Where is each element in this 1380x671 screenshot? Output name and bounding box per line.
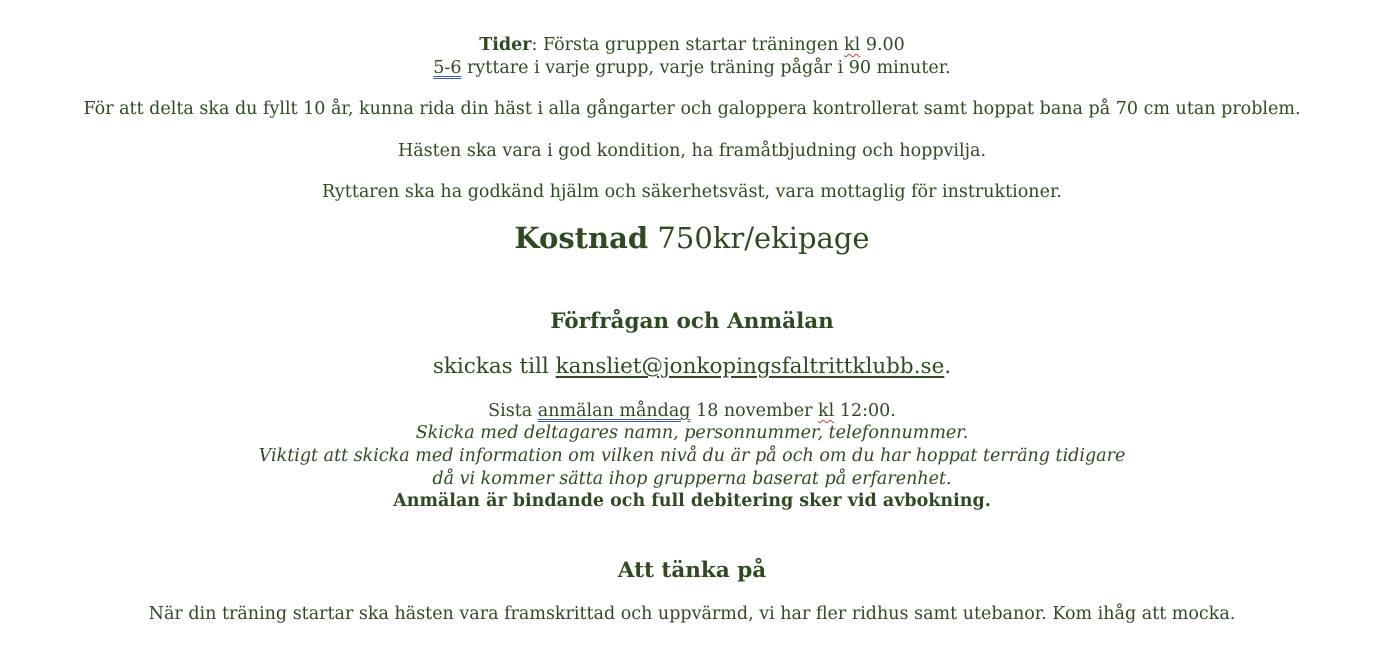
tanka-text: När din träning startar ska hästen vara framskrittad och uppvärmd, vi har fler ridhus samt utebanor. Kom ihåg att mocka.	[148, 604, 1236, 624]
grupp-line	[0, 57, 1380, 79]
sista-time: 12:00.	[834, 401, 896, 421]
kostnad-label: Kostnad	[514, 221, 649, 255]
anmalan-heading: Förfrågan och Anmälan	[550, 309, 834, 334]
tanka-heading: Att tänka på	[617, 558, 767, 583]
tider-time: 9.00	[860, 35, 905, 55]
anmalan-erfarenhet-line: då vi kommer sätta ihop grupperna baserat på erfarenhet.	[432, 469, 952, 489]
grupp-text: ryttare i varje grupp, varje träning pågår i 90 minuter.	[461, 58, 951, 78]
sista-prefix: Sista	[488, 401, 538, 421]
kostnad-value: 750kr/ekipage	[648, 221, 870, 255]
grupp-size: 5-6	[433, 58, 462, 78]
tider-text: : Första gruppen startar träningen	[531, 35, 845, 55]
tider-line	[0, 34, 1380, 56]
anmalan-bindande-line: Anmälan är bindande och full debitering sker vid avbokning.	[393, 491, 991, 511]
sista-kl: kl	[818, 401, 835, 421]
sista-highlight: anmälan måndag	[537, 401, 691, 421]
email-link[interactable]: kansliet@jonkopingsfaltrittklubb.se	[555, 354, 945, 379]
anmalan-namn-line: Skicka med deltagares namn, personnummer, telefonnummer.	[415, 423, 969, 443]
anmalan-email-line	[0, 353, 1380, 381]
tider-label: Tider	[479, 35, 532, 55]
krav-alder: För att delta ska du fyllt 10 år, kunna rida din häst i alla gångarter och galoppera kontrollerat samt hoppat bana på 70 cm utan problem.	[83, 99, 1301, 119]
krav-ryttare: Ryttaren ska ha godkänd hjälm och säkerhetsväst, vara mottaglig för instruktioner.	[322, 182, 1062, 202]
krav-hast: Hästen ska vara i god kondition, ha framåtbjudning och hoppvilja.	[397, 141, 987, 161]
anmalan-send-to: skickas till	[432, 354, 556, 379]
sista-anmalan-line	[0, 400, 1380, 422]
anmalan-viktigt-line: Viktigt att skicka med information om vilken nivå du är på och om du har hoppat terräng tidigare	[258, 446, 1126, 466]
tider-kl: kl	[844, 35, 861, 55]
anmalan-period: .	[944, 354, 952, 379]
kostnad-line	[0, 221, 1380, 255]
sista-date: 18 november	[690, 401, 819, 421]
